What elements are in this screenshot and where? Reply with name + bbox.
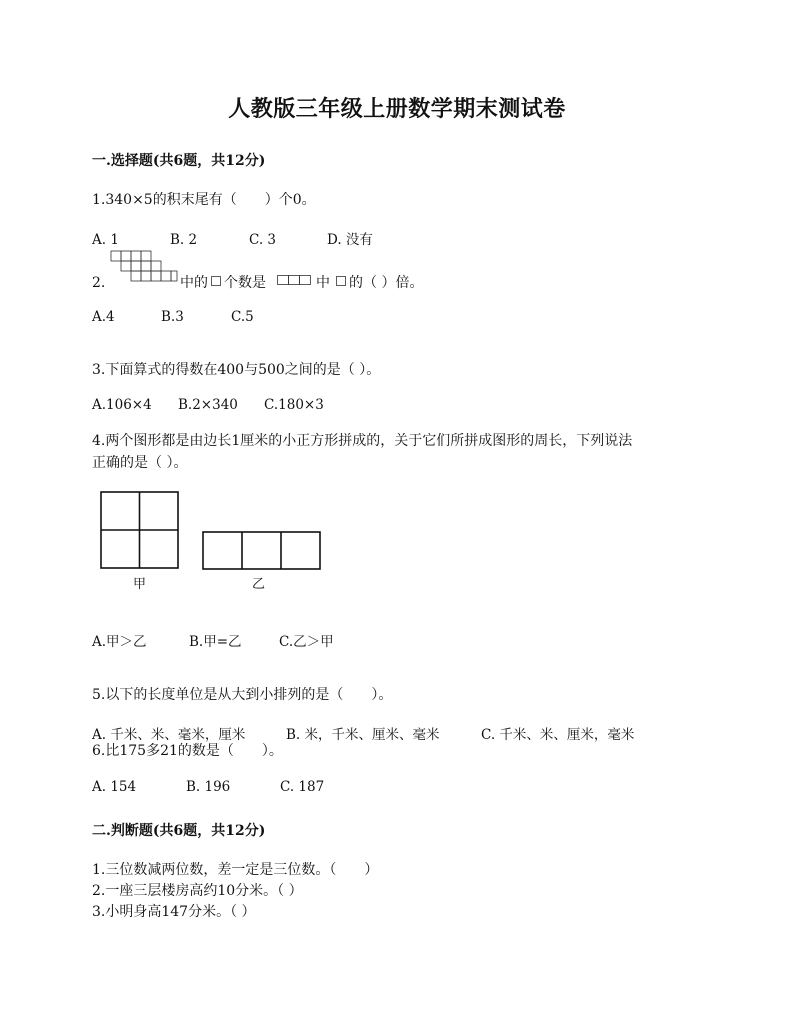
square-symbol <box>211 276 221 286</box>
judgment-item-3: 3.小明身高147分米。（ ） <box>92 904 256 920</box>
option-b: B.甲=乙 <box>189 634 242 650</box>
figure-yi-1x3-squares <box>202 531 322 570</box>
question-2-text-b: 个数是 <box>224 275 266 291</box>
option-b: B.3 <box>161 309 184 325</box>
option-a: A. 1 <box>92 232 119 248</box>
option-c: C.180×3 <box>264 397 324 413</box>
option-c: C. 千米、米、厘米，毫米 <box>481 727 635 743</box>
option-b: B. 196 <box>186 779 231 795</box>
question-2-text-a: 中的 <box>180 275 208 291</box>
figure-jia-2x2-squares <box>100 491 180 569</box>
question-2-text-c: 中 <box>316 275 330 291</box>
option-c: C. 3 <box>249 232 277 248</box>
section-heading-choice: 一.选择题(共6题，共12分) <box>92 153 266 169</box>
option-b: B. 米，千米、厘米、毫米 <box>286 727 440 743</box>
option-a: A. 154 <box>92 779 137 795</box>
option-a: A.106×4 <box>92 397 152 413</box>
question-2-number: 2. <box>92 275 106 291</box>
square-symbol <box>336 276 346 286</box>
question-3-options <box>92 397 324 413</box>
staircase-grid-figure <box>111 251 179 285</box>
question-1-options <box>92 228 373 248</box>
option-c: C.5 <box>231 309 254 325</box>
option-a: A. 千米、米、毫米，厘米 <box>92 727 246 743</box>
option-c: C. 187 <box>280 779 325 795</box>
question-5-text: 5.以下的长度单位是从大到小排列的是（ ）。 <box>92 687 393 703</box>
question-1-text: 1.340×5的积末尾有（ ）个0。 <box>92 192 316 208</box>
question-6-text: 6.比175多21的数是（ ）。 <box>92 743 283 759</box>
question-4-text-line1: 4.两个图形都是由边长1厘米的小正方形拼成的，关于它们所拼成图形的周长，下列说法 <box>92 433 633 449</box>
option-b: B.2×340 <box>178 397 238 413</box>
page-title: 人教版三年级上册数学期末测试卷 <box>228 96 566 122</box>
judgment-item-1: 1.三位数减两位数，差一定是三位数。（ ） <box>92 862 379 878</box>
question-2-text-d: 的（ ）倍。 <box>349 275 424 291</box>
option-a: A.4 <box>92 309 115 325</box>
question-4-text-line2: 正确的是（ ）。 <box>92 455 188 471</box>
option-b: B. 2 <box>170 232 198 248</box>
option-a: A.甲＞乙 <box>92 634 147 650</box>
three-square-strip-figure <box>277 275 311 285</box>
question-3-text: 3.下面算式的得数在400与500之间的是（ ）。 <box>92 362 381 378</box>
question-6-options <box>92 779 324 795</box>
option-d: D. 没有 <box>327 232 373 248</box>
figure-label-jia: 甲 <box>133 577 147 592</box>
figure-label-yi: 乙 <box>252 577 266 592</box>
question-2-options <box>92 309 254 325</box>
question-4-options <box>92 630 334 650</box>
judgment-item-2: 2.一座三层楼房高约10分米。（ ） <box>92 883 303 899</box>
option-c: C.乙＞甲 <box>279 634 334 650</box>
section-heading-judgment: 二.判断题(共6题，共12分) <box>92 823 266 839</box>
